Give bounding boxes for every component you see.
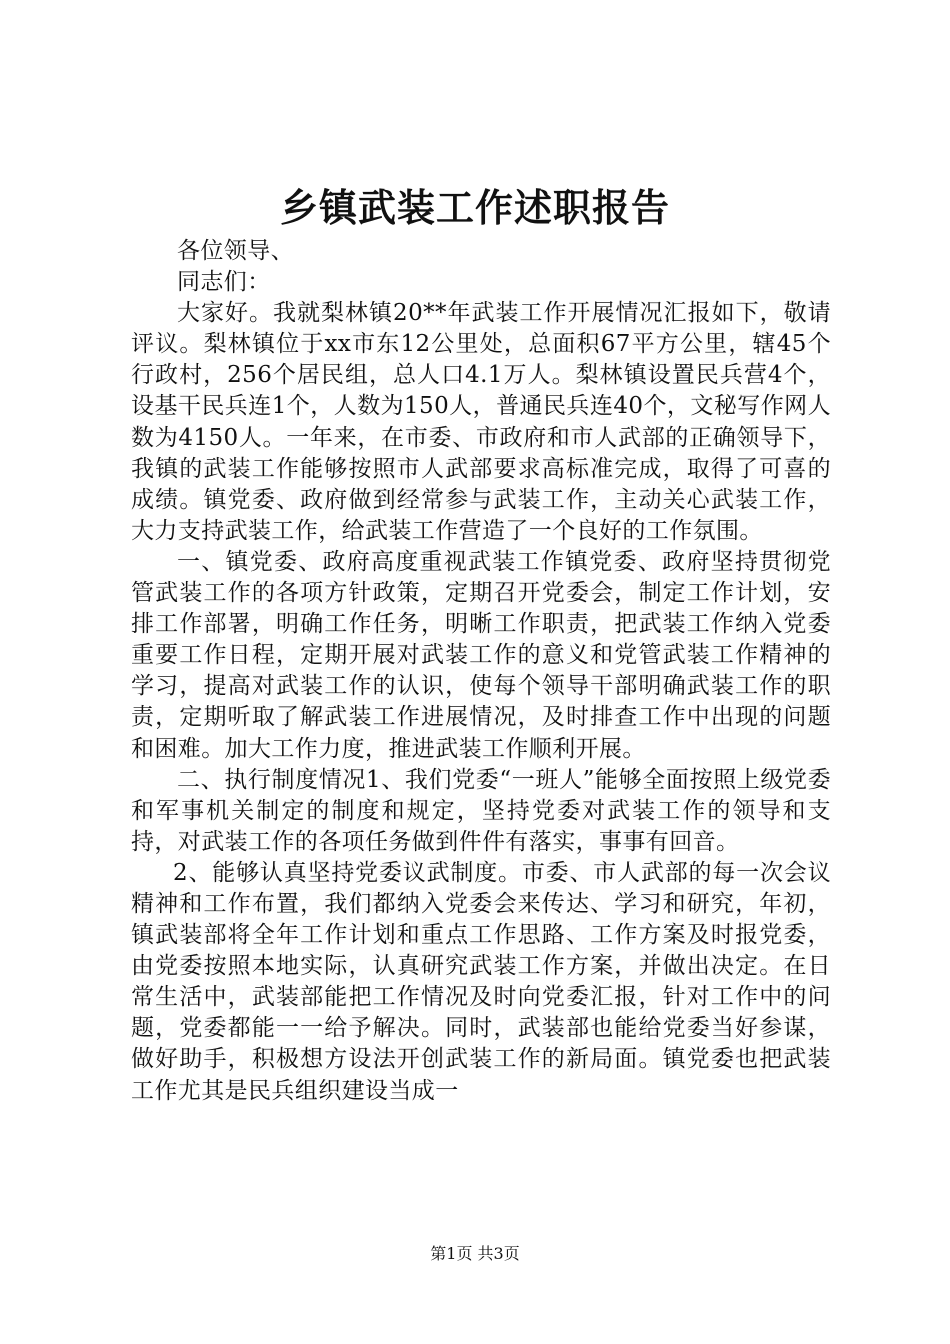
paragraph-intro: 大家好。我就梨林镇20**年武装工作开展情况汇报如下，敬请评议。梨林镇位于xx市东12公里处，总面积67平方公里，辖45个行政村，256个居民组，总人口4.1万人。梨林镇设置民兵营4个，设基干民兵连1个，人数为150人，普通民兵连40个，文秘写作网人数为4150人。一年来，在市委、市政府和市人武部的正确领导下，我镇的武装工作能够按照市人武部要求高标准完成，取得了可喜的成绩。镇党委、政府做到经常参与武装工作，主动关心武装工作，大力支持武装工作，给武装工作营造了一个良好的工作氛围。 [131, 300, 831, 544]
salutation-comrades: 同志们： [177, 269, 271, 296]
page-footer: 第1页 共3页 [430, 1244, 520, 1263]
paragraph-section-2: 二、执行制度情况1、我们党委“一班人”能够全面按照上级党委和军事机关制定的制度和规定，坚持党委对武装工作的领导和支持，对武装工作的各项任务做到件件有落实，事事有回音。 [131, 766, 831, 855]
paragraph-section-2-item-2: 2、能够认真坚持党委议武制度。市委、市人武部的每一次会议精神和工作布置，我们都纳入党委会来传达、学习和研究，年初，镇武装部将全年工作计划和重点工作思路、工作方案及时报党委，由党委按照本地实际，认真研究武装工作方案，并做出决定。在日常生活中，武装部能把工作情况及时向党委汇报，针对工作中的问题，党委都能一一给予解决。同时，武装部也能给党委当好参谋，做好助手，积极想方设法开创武装工作的新局面。镇党委也把武装工作尤其是民兵组织建设当成一 [131, 859, 831, 1104]
document-body [131, 236, 831, 1107]
paragraph-section-1: 一、镇党委、政府高度重视武装工作镇党委、政府坚持贯彻党管武装工作的各项方针政策，定期召开党委会，制定工作计划，安排工作部署，明确工作任务，明晰工作职责，把武装工作纳入党委重要工作日程，定期开展对武装工作的意义和党管武装工作精神的学习，提高对武装工作的认识，使每个领导干部明确武装工作的职责，定期听取了解武装工作进展情况，及时排查工作中出现的问题和困难。加大工作力度，推进武装工作顺利开展。 [131, 548, 831, 762]
salutation-leaders: 各位领导、 [177, 238, 294, 264]
document-title: 乡镇武装工作述职报告 [279, 185, 670, 230]
